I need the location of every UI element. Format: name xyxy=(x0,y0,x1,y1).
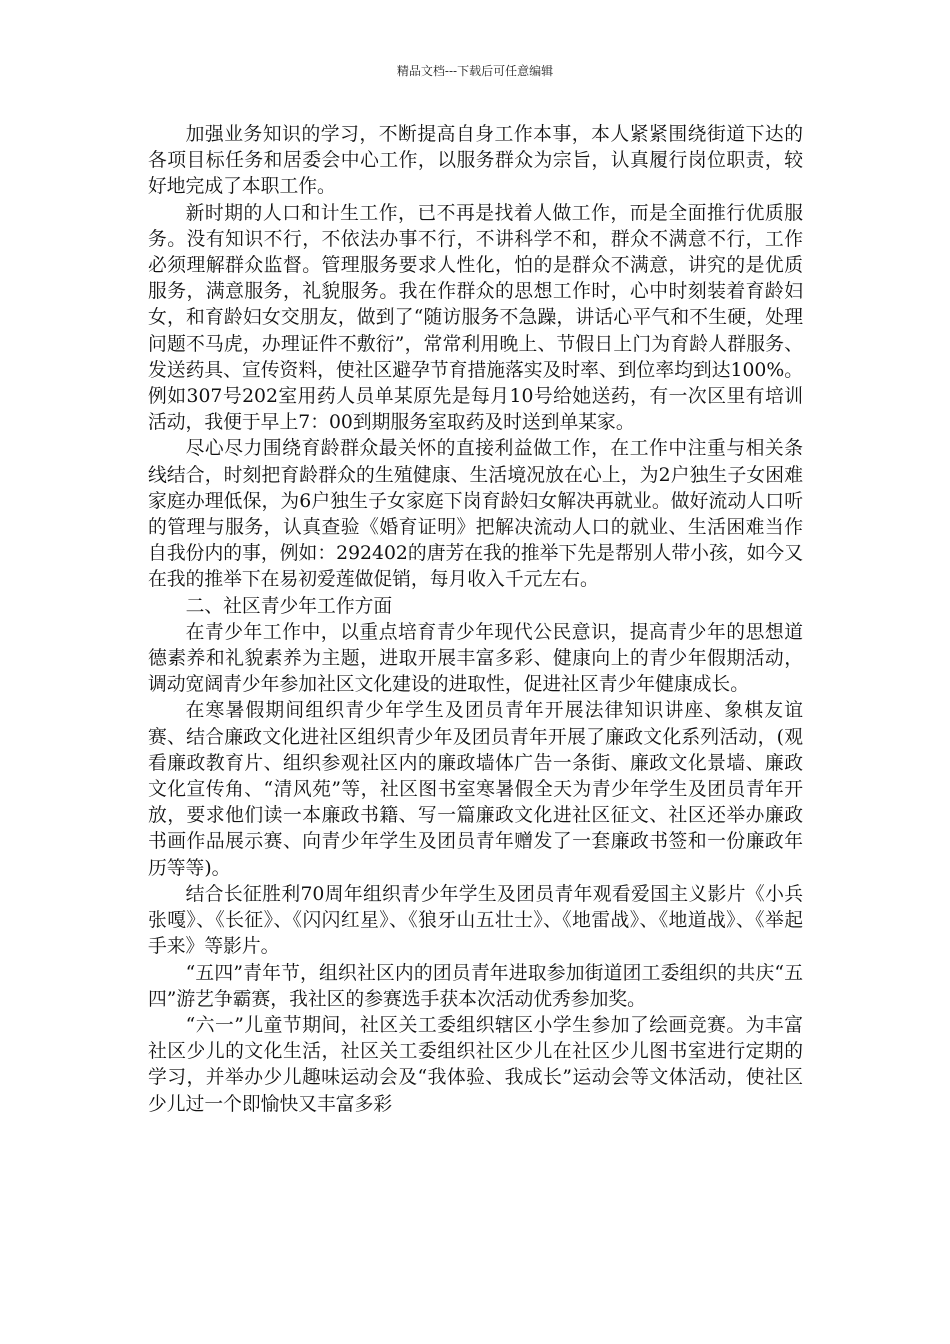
paragraph-2: 新时期的人口和计生工作，已不再是找着人做工作，而是全面推行优质服务。没有知识不行，不依法办事不行，不讲科学不和，群众不满意不行，工作必须理解群众监督。管理服务要求人性化，怕的是群众不满意，讲究的是优质服务，满意服务，礼貌服务。我在作群众的思想工作时，心中时刻装着育龄妇女，和育龄妇女交朋友，做到了“随访服务不急躁，讲话心平气和不生硬，处理问题不马虎，办理证件不敷衍”，常常利用晚上、节假日上门为育龄人群服务、发送药具、宣传资料，使社区避孕节育措施落实及时率、到位率均到达100%。例如307号202室用药人员单某原先是每月10号给她送药，有一次区里有培训活动，我便于早上7：00到期服务室取药及时送到单某家。 xyxy=(148,202,803,434)
paragraph-6: 在寒暑假期间组织青少年学生及团员青年开展法律知识讲座、象棋友谊赛、结合廉政文化进社区组织青少年及团员青年开展了廉政文化系列活动，(观看廉政教育片、组织参观社区内的廉政墙体广告一条街、廉政文化景墙、廉政文化宣传角、“清风苑”等，社区图书室寒暑假全天为青少年学生及团员青年开放，要求他们读一本廉政书籍、写一篇廉政文化进社区征文、社区还举办廉政书画作品展示赛、向青少年学生及团员青年赠发了一套廉政书签和一份廉政年历等等)。 xyxy=(148,700,803,879)
paragraph-1: 加强业务知识的学习，不断提高自身工作本事，本人紧紧围绕街道下达的各项目标任务和居委会中心工作，以服务群众为宗旨，认真履行岗位职责，较好地完成了本职工作。 xyxy=(148,124,803,198)
paragraph-3: 尽心尽力围绕育龄群众最关怀的直接利益做工作，在工作中注重与相关条线结合，时刻把育龄群众的生殖健康、生活境况放在心上，为2户独生子女困难家庭办理低保，为6户独生子女家庭下岗育龄妇女解决再就业。做好流动人口听的管理与服务，认真查验《婚育证明》把解决流动人口的就业、生活困难当作自我份内的事，例如：292402的唐芳在我的推举下先是帮别人带小孩，如今又在我的推举下在易初爱莲做促销，每月收入千元左右。 xyxy=(148,438,803,591)
paragraph-8: “五四”青年节，组织社区内的团员青年进取参加街道团工委组织的共庆“五四”游艺争霸赛，我社区的参赛选手获本次活动优秀参加奖。 xyxy=(148,962,803,1010)
paragraph-7: 结合长征胜利70周年组织青少年学生及团员青年观看爱国主义影片《小兵张嘎》、《长征》、《闪闪红星》、《狼牙山五壮士》、《地雷战》、《地道战》、《举起手来》等影片。 xyxy=(148,883,803,958)
section-heading-youth-work: 二、社区青少年工作方面 xyxy=(185,595,393,617)
paragraph-9: “六一”儿童节期间，社区关工委组织辖区小学生参加了绘画竞赛。为丰富社区少儿的文化生活，社区关工委组织社区少儿在社区少儿图书室进行定期的学习，并举办少儿趣味运动会及“我体验、我成长”运动会等文体活动，使社区少儿过一个即愉快又丰富多彩 xyxy=(148,1014,803,1115)
document-body xyxy=(148,122,803,1118)
paragraph-5: 在青少年工作中，以重点培育青少年现代公民意识，提高青少年的思想道德素养和礼貌素养为主题，进取开展丰富多彩、健康向上的青少年假期活动，调动宽阔青少年参加社区文化建设的进取性，促进社区青少年健康成长。 xyxy=(148,621,803,696)
page-header: 精品文档---下载后可任意编辑 xyxy=(396,64,554,78)
